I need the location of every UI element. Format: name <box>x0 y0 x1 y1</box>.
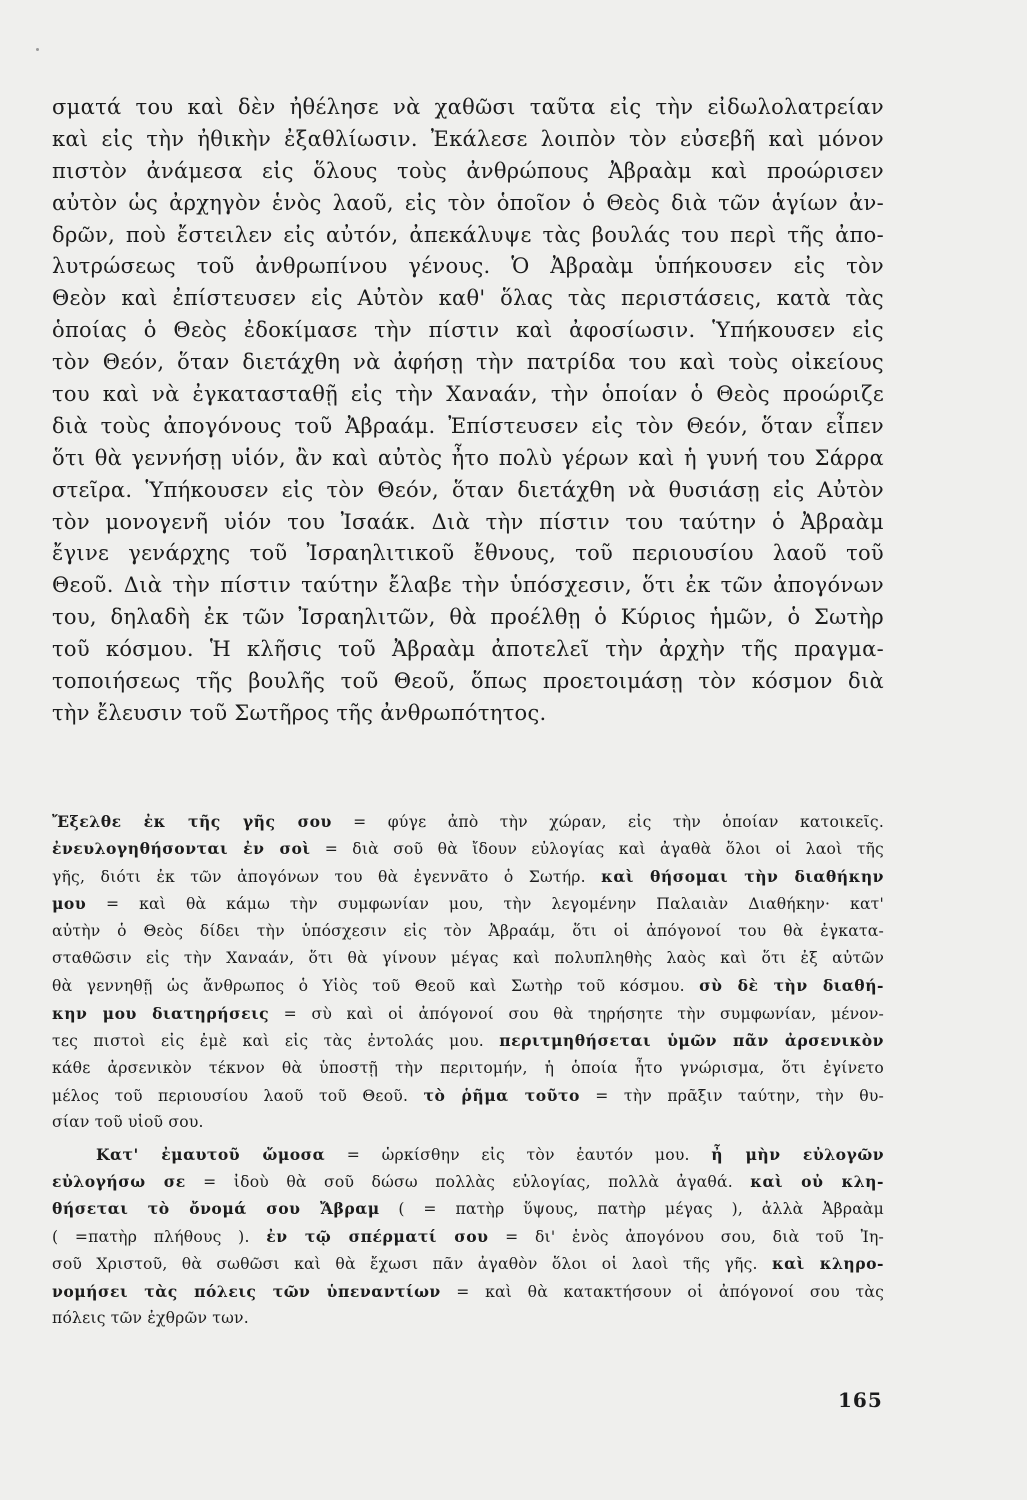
note-line <box>52 1278 884 1305</box>
text-line: τὸν μονογενῆ υἱόν του Ἰσαάκ. Διὰ τὴν πίστιν του ταύτην ὁ Ἀβραὰμ <box>52 509 884 534</box>
text-line: ὅτι θὰ γεννήσῃ υἱόν, ἂν καὶ αὐτὸς ἦτο πολὺ γέρων καὶ ἡ γυνή του Σάρρα <box>52 445 884 470</box>
text-line: τοποιήσεως τῆς βουλῆς τοῦ Θεοῦ, ὅπως προετοιμάσῃ τὸν κόσμον διὰ <box>52 669 884 694</box>
note-line <box>52 1027 884 1054</box>
main-paragraph <box>52 92 884 730</box>
glossary-definition: γῆς, διότι ἐκ τῶν ἀπογόνων του θὰ ἐγεννᾶτο ὁ Σωτήρ. <box>52 867 602 886</box>
glossary-term: καὶ οὐ κλη- <box>750 1172 884 1192</box>
note-line <box>52 1195 884 1222</box>
glossary-term: περιτμηθήσεται ὑμῶν πᾶν ἀρσενικὸν <box>499 1031 884 1051</box>
glossary-definition: σοῦ Χριστοῦ, θὰ σωθῶσι καὶ θὰ ἔχωσι πᾶν ἀγαθὸν ὅλοι οἱ λαοὶ τῆς γῆς. <box>52 1255 772 1274</box>
text-line: διὰ τοὺς ἀπογόνους τοῦ Ἀβραάμ. Ἐπίστευσεν εἰς τὸν Θεόν, ὅταν εἶπεν <box>52 413 884 438</box>
note-line <box>52 1082 884 1109</box>
note-line <box>52 1141 884 1168</box>
note-line <box>52 918 884 945</box>
glossary-definition: τες πιστοὶ εἰς ἐμὲ καὶ εἰς τὰς ἐντολάς μου. <box>52 1032 500 1051</box>
note-line <box>52 863 884 890</box>
text-line: Θεοῦ. Διὰ τὴν πίστιν ταύτην ἔλαβε τὴν ὑπόσχεσιν, ὅτι ἐκ τῶν ἀπογόνων <box>52 573 884 598</box>
text-line: σματά του καὶ δὲν ἠθέλησε νὰ χαθῶσι ταῦτα εἰς τὴν εἰδωλολατρείαν <box>52 95 884 119</box>
glossary-term: τὸ ῥῆμα τοῦτο <box>423 1085 580 1105</box>
text-line: τοῦ κόσμου. Ἡ κλῆσις τοῦ Ἀβραὰμ ἀποτελεῖ τὴν ἀρχὴν τῆς πραγμα- <box>52 637 884 662</box>
note-line <box>52 835 884 862</box>
text-line: του, δηλαδὴ ἐκ τῶν Ἰσραηλιτῶν, θὰ προέλθῃ ὁ Κύριος ἡμῶν, ὁ Σωτὴρ <box>52 605 884 630</box>
text-line: τὴν ἔλευσιν τοῦ Σωτῆρος τῆς ἀνθρωπότητος. <box>52 700 547 725</box>
glossary-term: ἐν τῷ σπέρματί σου <box>266 1226 489 1246</box>
note-line <box>52 1168 884 1195</box>
glossary-definition: σταθῶσιν εἰς τὴν Χαναάν, ὅτι θὰ γίνουν μέγας καὶ πολυπληθὴς λαὸς καὶ ὅτι ἐξ αὐτῶν <box>52 948 884 967</box>
note-line <box>52 945 884 972</box>
glossary-definition: = καὶ θὰ κατακτήσουν οἱ ἀπόγονοί σου τὰς <box>440 1282 884 1301</box>
glossary-term: καὶ θήσομαι τὴν διαθήκην <box>601 866 884 886</box>
glossary-definition: = δι' ἑνὸς ἀπογόνου σου, διὰ τοῦ Ἰη- <box>488 1227 884 1246</box>
page-number: 165 <box>838 1388 883 1412</box>
glossary-term: Κατ' ἐμαυτοῦ ὤμοσα <box>96 1144 326 1164</box>
note-line <box>52 1223 884 1250</box>
text-line: λυτρώσεως τοῦ ἀνθρωπίνου γένους. Ὁ Ἀβραὰμ ὑπήκουσεν εἰς τὸν <box>52 254 884 279</box>
glossary-definition: θὰ γεννηθῇ ὡς ἄνθρωπος ὁ Υἱὸς τοῦ Θεοῦ καὶ Σωτὴρ τοῦ κόσμου. <box>52 977 700 996</box>
note-line <box>52 1109 884 1136</box>
glossary-notes <box>52 808 884 1332</box>
text-line: ἔγινε γενάρχης τοῦ Ἰσραηλιτικοῦ ἔθνους, τοῦ περιουσίου λαοῦ τοῦ <box>52 541 884 566</box>
text-line: στεῖρα. Ὑπήκουσεν εἰς τὸν Θεόν, ὅταν διετάχθη νὰ θυσιάσῃ εἰς Αὐτὸν <box>52 477 884 502</box>
glossary-definition: ( =πατὴρ πλήθους ). <box>52 1227 267 1246</box>
glossary-definition: σίαν τοῦ υἱοῦ σου. <box>52 1113 204 1132</box>
text-line: ὁποίας ὁ Θεὸς ἐδοκίμασε τὴν πίστιν καὶ ἀφοσίωσιν. Ὑπήκουσεν εἰς <box>52 318 884 343</box>
note-line <box>52 1250 884 1277</box>
glossary-term: εὐλογήσω σε <box>52 1172 186 1192</box>
note-line <box>52 972 884 999</box>
glossary-definition: ( = πατὴρ ὕψους, πατὴρ μέγας ), ἀλλὰ Ἀβραὰμ <box>379 1200 884 1219</box>
glossary-definition: πόλεις τῶν ἐχθρῶν των. <box>52 1309 249 1328</box>
glossary-definition: αὐτὴν ὁ Θεὸς δίδει τὴν ὑπόσχεσιν εἰς τὸν Ἀβραάμ, ὅτι οἱ ἀπόγονοί του θὰ ἐγκατα- <box>52 921 884 940</box>
glossary-term: ἐνευλογηθήσονται ἐν σοὶ <box>52 839 311 859</box>
glossary-term: σὺ δὲ τὴν διαθή- <box>699 976 884 996</box>
glossary-term: μου <box>52 894 87 914</box>
text-line: δρῶν, ποὺ ἔστειλεν εἰς αὐτόν, ἀπεκάλυψε τὰς βουλάς του περὶ τῆς ἀπο- <box>52 222 884 247</box>
note-line <box>52 808 884 835</box>
glossary-definition: κάθε ἀρσενικὸν τέκνον θὰ ὑποστῇ τὴν περιτομήν, ἡ ὁποία ἦτο γνώρισμα, ὅτι ἐγίνετο <box>52 1058 884 1077</box>
glossary-term: κην μου διατηρήσεις <box>52 1003 270 1023</box>
glossary-term: καὶ κληρο- <box>771 1254 884 1274</box>
text-line: καὶ εἰς τὴν ἠθικὴν ἐξαθλίωσιν. Ἐκάλεσε λοιπὸν τὸν εὐσεβῆ καὶ μόνον <box>52 126 884 151</box>
glossary-definition: = διὰ σοῦ θὰ ἴδουν εὐλογίας καὶ ἀγαθὰ ὅλοι οἱ λαοὶ τῆς <box>310 840 884 859</box>
glossary-term: ἦ μὴν εὐλογῶν <box>711 1144 885 1164</box>
glossary-definition: = φύγε ἀπὸ τὴν χώραν, εἰς τὴν ὁποίαν κατοικεῖς. <box>331 813 884 831</box>
text-line: Θεὸν καὶ ἐπίστευσεν εἰς Αὐτὸν καθ' ὅλας τὰς περιστάσεις, κατὰ τὰς <box>52 286 884 311</box>
glossary-definition: = ὡρκίσθην εἰς τὸν ἑαυτόν μου. <box>325 1145 712 1164</box>
note-line <box>52 1055 884 1082</box>
glossary-term: Ἔξελθε ἐκ τῆς γῆς σου <box>52 812 332 831</box>
note-line <box>52 890 884 917</box>
glossary-definition: = ἰδοὺ θὰ σοῦ δώσω πολλὰς εὐλογίας, πολλὰ ἀγαθά. <box>185 1173 751 1192</box>
text-line: του καὶ νὰ ἐγκατασταθῇ εἰς τὴν Χαναάν, τὴν ὁποίαν ὁ Θεὸς προώριζε <box>52 382 884 407</box>
glossary-definition: μέλος τοῦ περιουσίου λαοῦ τοῦ Θεοῦ. <box>52 1086 424 1105</box>
note-line <box>52 1000 884 1027</box>
glossary-definition: = σὺ καὶ οἱ ἀπόγονοί σου θὰ τηρήσητε τὴν συμφωνίαν, μένον- <box>269 1004 884 1023</box>
scan-speck <box>36 48 39 51</box>
glossary-definition: = τὴν πρᾶξιν ταύτην, τὴν θυ- <box>579 1086 884 1105</box>
note-line <box>52 1305 884 1332</box>
text-line: αὐτὸν ὡς ἀρχηγὸν ἑνὸς λαοῦ, εἰς τὸν ὁποῖον ὁ Θεὸς διὰ τῶν ἁγίων ἀν- <box>52 190 884 215</box>
text-line: τὸν Θεόν, ὅταν διετάχθη νὰ ἀφήσῃ τὴν πατρίδα του καὶ τοὺς οἰκείους <box>52 350 884 375</box>
text-line: πιστὸν ἀνάμεσα εἰς ὅλους τοὺς ἀνθρώπους Ἀβραὰμ καὶ προώρισεν <box>52 158 884 183</box>
glossary-term: θήσεται τὸ ὄνομά σου Ἄβραμ <box>52 1199 380 1219</box>
glossary-term: νομήσει τὰς πόλεις τῶν ὑπεναντίων <box>52 1281 441 1301</box>
glossary-definition: = καὶ θὰ κάμω τὴν συμφωνίαν μου, τὴν λεγομένην Παλαιὰν Διαθήκην· κατ' <box>86 895 884 914</box>
